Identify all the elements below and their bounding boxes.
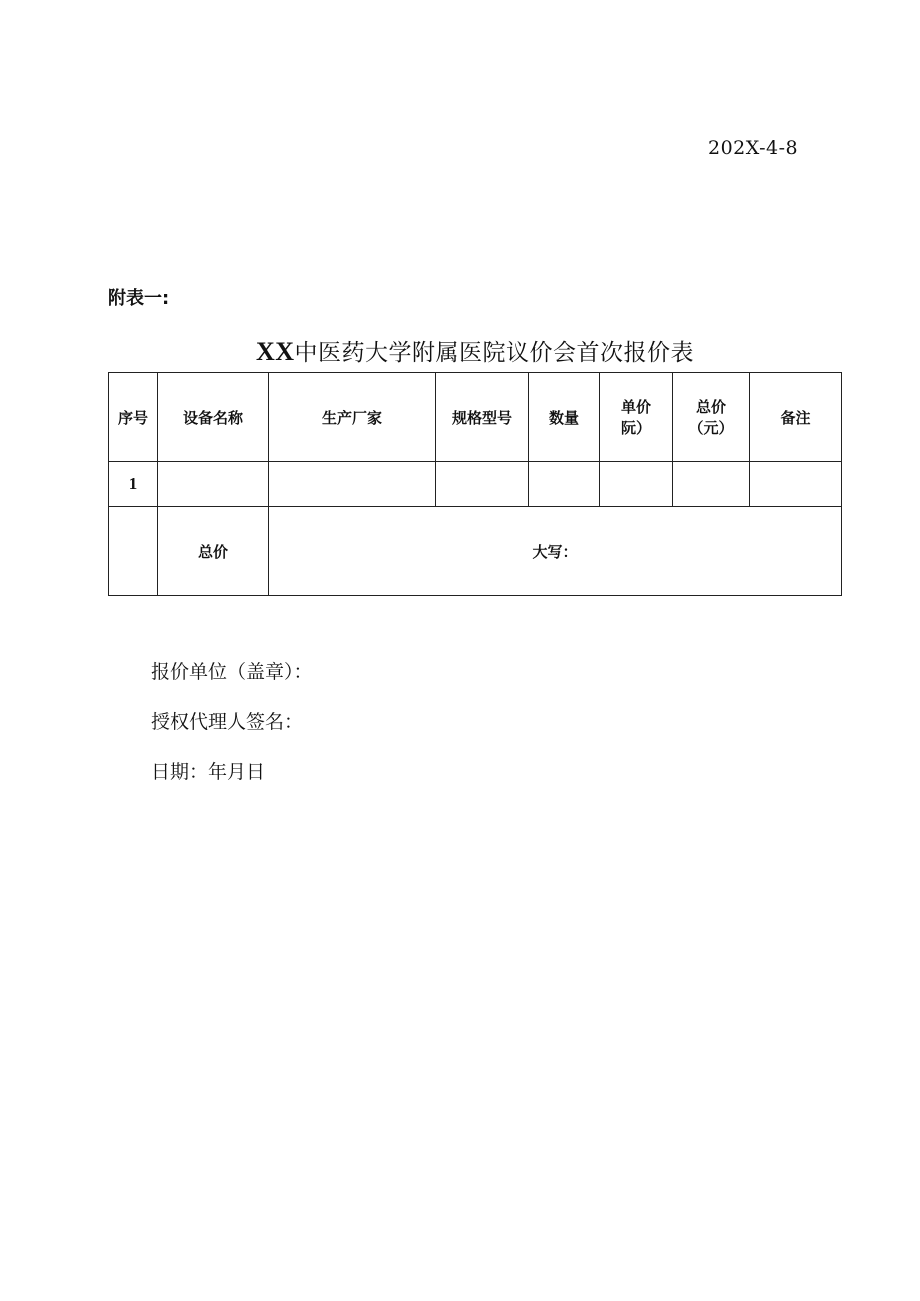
header-model: 规格型号	[436, 373, 529, 462]
quote-table	[108, 372, 842, 596]
document-title	[0, 334, 920, 367]
row-device-name-cell[interactable]	[158, 462, 269, 507]
row-model-cell[interactable]	[436, 462, 529, 507]
header-device-name: 设备名称	[158, 373, 269, 462]
total-empty-cell	[109, 507, 158, 596]
table-header-row	[109, 373, 842, 462]
header-manufacturer: 生产厂家	[269, 373, 436, 462]
row-manufacturer-cell[interactable]	[269, 462, 436, 507]
date-label: 日期：年月日	[151, 761, 266, 783]
row-quantity-cell[interactable]	[529, 462, 600, 507]
header-total-price: 总价 （元）	[673, 373, 750, 462]
title-main: 中医药大学附属医院议价会首次报价表	[294, 340, 695, 366]
quoting-unit-label: 报价单位（盖章）：	[151, 661, 313, 683]
header-index: 序号	[109, 373, 158, 462]
table-total-row	[109, 507, 842, 596]
appendix-label: 附表一:	[108, 288, 170, 309]
row-total-price-cell[interactable]	[673, 462, 750, 507]
total-label: 总价	[158, 507, 269, 596]
title-prefix: XX	[255, 337, 295, 366]
header-quantity: 数量	[529, 373, 600, 462]
row-remarks-cell[interactable]	[750, 462, 842, 507]
header-unit-price: 单价 阮）	[600, 373, 673, 462]
row-unit-price-cell[interactable]	[600, 462, 673, 507]
authorized-agent-label: 授权代理人签名：	[151, 711, 304, 733]
header-remarks: 备注	[750, 373, 842, 462]
uppercase-amount-field[interactable]: 大写：	[269, 507, 842, 596]
document-date: 202X-4-8	[708, 137, 799, 159]
row-index-cell: 1	[109, 462, 158, 507]
table-row	[109, 462, 842, 507]
